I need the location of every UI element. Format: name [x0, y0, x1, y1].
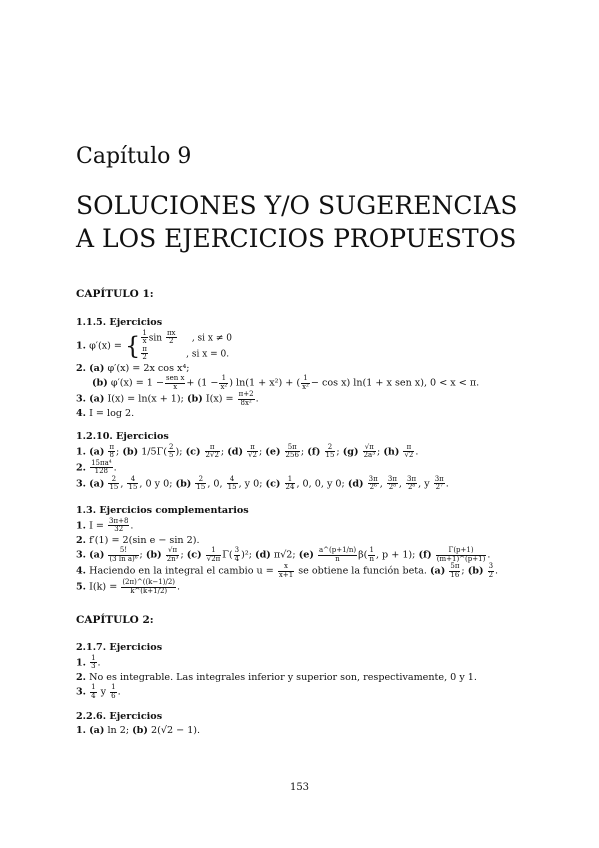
exercise-2: 2. (a) φ′(x) = 2x cos x⁴; — [76, 362, 190, 374]
title-line-2: A LOS EJERCICIOS PROPUESTOS — [76, 224, 517, 253]
exercise-2: 2. $\frac{\text{15πa⁴}}{128}$ . — [76, 458, 117, 476]
chapter-label: Capítulo 9 — [76, 144, 192, 169]
exercise-5: 5. I(k) = $\frac{(2\pi)\^{}((k-1)/2)}{k\^{}(k+1/2)}$ . — [76, 578, 181, 595]
section-heading: 2.1.7. Ejercicios — [76, 642, 163, 653]
page-number: 153 — [289, 782, 310, 793]
exercise-1: 1. I = $\frac{3\pi+8}{32}$ . — [76, 516, 134, 534]
section-2-1-7 — [76, 641, 536, 700]
section-heading: 1.2.10. Ejercicios — [76, 431, 169, 442]
section-1-1-5 — [76, 316, 536, 421]
exercise-2: 2. No es integrable. Las integrales inferior y superior son, respectivamente, 0 y 1. — [76, 671, 477, 683]
exercise-1: 1. (a) ln 2; (b) 2(√2 − 1). — [76, 724, 201, 736]
exercise-1: 1. (a) $\frac{\pi}{8}$ ; (b) 1/5Γ( $\frac{2}{5}$ ); (c) $\frac{\pi}{2√2}$ ; (d) $\frac{\pi}{√2}$ ; (e) $\frac{5\pi}{256}$ ; (f) $\frac{2}{15}$ ; (g) $\frac{√\pi}{\text{2a³}}$ ; (h) $\frac{\pi}{√2}$ . — [76, 442, 419, 460]
section-heading: 1.1.5. Ejercicios — [76, 317, 163, 328]
exercise-1: 1. φ′(x) = { $\frac{1}{x}$ sin $\frac{\pi x}{2}$ , si x ≠ 0 $\frac{\pi}{2}$ , si x = 0. — [76, 328, 232, 362]
exercise-2b: (b) φ′(x) = 1 − $\frac{\text{sen x}}{x}$ + (1 − $\frac{1}{\text{x²}}$ ) ln(1 + x²) + ( $\frac{1}{\text{x²}}$ − cos x) ln(1 + x sen x), 0 < x < π. — [92, 374, 480, 391]
section-2-2-6 — [76, 710, 536, 737]
exercise-3: 3. $\frac{1}{4}$ y $\frac{1}{6}$ . — [76, 683, 121, 700]
exercise-4: 4. I = log 2. — [76, 408, 135, 420]
exercise-1: 1. $\frac{1}{3}$ . — [76, 653, 101, 671]
exercise-3: 3. (a) $\frac{2}{15}$ , $\frac{4}{15}$ , 0 y 0; (b) $\frac{2}{15}$ , 0, $\frac{4}{15}$ , y 0; (c) $\frac{1}{24}$ , 0, 0, y 0; (d) $\frac{3\pi}{\text{2⁶}}$ , $\frac{3\pi}{\text{2⁸}}$ , $\frac{3\pi}{\text{2⁸}}$ , y $\frac{3\pi}{\text{2⁷}}$ . — [76, 474, 449, 492]
title-line-1: SOLUCIONES Y/O SUGERENCIAS — [76, 191, 518, 220]
section-heading: 1.3. Ejercicios complementarios — [76, 505, 249, 516]
cap2-heading: CAPÍTULO 2: — [76, 614, 154, 626]
exercise-3: 3. (a) I(x) = ln(x + 1); (b) I(x) = $\frac{\pi+2}{\text{8x²}}$ . — [76, 390, 259, 407]
section-1-2-10 — [76, 430, 536, 492]
chapter-title — [76, 189, 518, 255]
section-heading: 2.2.6. Ejercicios — [76, 711, 163, 722]
cap1-heading: CAPÍTULO 1: — [76, 288, 154, 300]
exercise-4: 4. Haciendo en la integral el cambio u = $\frac{x}{x+1}$ se obtiene la función beta. (a) $\frac{5\pi}{16}$ ; (b) $\frac{3}{2}$ . — [76, 562, 499, 579]
exercise-3: 3. (a) $\frac{5!}{\text{(3 ln a)⁶}}$ ; (b) $\frac{√\pi}{\text{2n³}}$ ; (c) $\frac{1}{√2\pi}$ Γ( $\frac{3}{4}$ )²; (d) π√2; (e) $\frac{a\^{}(p+1/n)}{n}$ β( $\frac{1}{n}$ , p + 1); (f) $\frac{\Gamma(p+1)}{(m+1)\^{}(p+1)}$ . — [76, 546, 491, 563]
exercise-2: 2. f′(1) = 2(sin e − sin 2). — [76, 534, 200, 546]
section-1-3 — [76, 504, 536, 595]
